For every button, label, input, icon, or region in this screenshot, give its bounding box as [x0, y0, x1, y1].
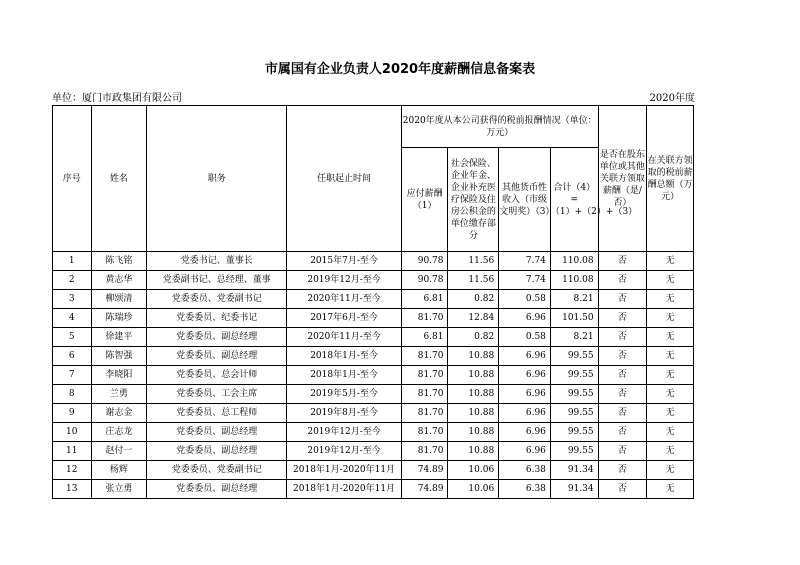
cell-insurance: 10.88 — [448, 442, 499, 461]
cell-seq: 10 — [53, 423, 92, 442]
cell-total: 110.08 — [550, 271, 598, 290]
table-row — [53, 309, 694, 328]
cell-insurance: 10.88 — [448, 404, 499, 423]
cell-total: 99.55 — [550, 423, 598, 442]
header-shareholder-pay: 是否在股东单位或其他关联方领取薪酬（是/否） — [598, 106, 647, 252]
cell-related-pay: 无 — [647, 442, 694, 461]
cell-name: 李晓阳 — [91, 366, 147, 385]
cell-total: 110.08 — [550, 252, 598, 271]
cell-tenure: 2019年12月-至今 — [287, 271, 402, 290]
cell-position: 党委委员、副总经理 — [147, 480, 287, 499]
table-row — [53, 328, 694, 347]
cell-name: 黄志华 — [91, 271, 147, 290]
cell-salary: 74.89 — [401, 461, 448, 480]
cell-salary: 81.70 — [401, 442, 448, 461]
table-row — [53, 290, 694, 309]
cell-insurance: 0.82 — [448, 290, 499, 309]
cell-total: 8.21 — [550, 328, 598, 347]
cell-related-pay: 无 — [647, 461, 694, 480]
cell-name: 柳颂清 — [91, 290, 147, 309]
cell-other-income: 0.58 — [499, 328, 551, 347]
cell-related-pay: 无 — [647, 271, 694, 290]
cell-salary: 81.70 — [401, 366, 448, 385]
cell-shareholder-pay: 否 — [598, 442, 647, 461]
table-row — [53, 366, 694, 385]
cell-related-pay: 无 — [647, 404, 694, 423]
cell-salary: 81.70 — [401, 423, 448, 442]
cell-seq: 11 — [53, 442, 92, 461]
cell-other-income: 6.96 — [499, 347, 551, 366]
cell-related-pay: 无 — [647, 252, 694, 271]
header-pay-group: 2020年度从本公司获得的税前报酬情况（单位：万元） — [401, 106, 598, 148]
cell-seq: 12 — [53, 461, 92, 480]
cell-position: 党委委员、党委副书记 — [147, 461, 287, 480]
cell-tenure: 2015年7月-至今 — [287, 252, 402, 271]
cell-insurance: 10.06 — [448, 480, 499, 499]
cell-other-income: 7.74 — [499, 252, 551, 271]
cell-shareholder-pay: 否 — [598, 309, 647, 328]
cell-position: 党委委员、总工程师 — [147, 404, 287, 423]
header-tenure: 任职起止时间 — [287, 106, 402, 252]
unit-label: 单位：厦门市政集团有限公司 — [52, 93, 182, 104]
cell-tenure: 2017年6月-至今 — [287, 309, 402, 328]
cell-shareholder-pay: 否 — [598, 404, 647, 423]
cell-related-pay: 无 — [647, 366, 694, 385]
cell-position: 党委书记、董事长 — [147, 252, 287, 271]
cell-salary: 74.89 — [401, 480, 448, 499]
cell-insurance: 10.88 — [448, 366, 499, 385]
cell-insurance: 10.88 — [448, 423, 499, 442]
cell-insurance: 12.84 — [448, 309, 499, 328]
cell-position: 党委委员、工会主席 — [147, 385, 287, 404]
cell-seq: 7 — [53, 366, 92, 385]
cell-related-pay: 无 — [647, 385, 694, 404]
header-other-income: 其他货币性收入（市级文明奖）（3） — [499, 148, 551, 252]
header-salary: 应付薪酬（1） — [401, 148, 448, 252]
cell-related-pay: 无 — [647, 347, 694, 366]
cell-tenure: 2020年11月-至今 — [287, 290, 402, 309]
table-row — [53, 385, 694, 404]
cell-salary: 90.78 — [401, 252, 448, 271]
cell-salary: 90.78 — [401, 271, 448, 290]
cell-shareholder-pay: 否 — [598, 252, 647, 271]
cell-other-income: 6.38 — [499, 461, 551, 480]
header-related-pay: 在关联方领取的税前薪酬总额（万元） — [647, 106, 694, 252]
cell-seq: 2 — [53, 271, 92, 290]
cell-position: 党委委员、纪委书记 — [147, 309, 287, 328]
cell-position: 党委副书记、总经理、董事 — [147, 271, 287, 290]
cell-seq: 1 — [53, 252, 92, 271]
cell-name: 陈智强 — [91, 347, 147, 366]
cell-name: 兰勇 — [91, 385, 147, 404]
cell-total: 99.55 — [550, 404, 598, 423]
cell-tenure: 2018年1月-至今 — [287, 347, 402, 366]
cell-shareholder-pay: 否 — [598, 328, 647, 347]
header-insurance: 社会保险、企业年金、企业补充医疗保险及住房公积金的单位缴存部分 — [448, 148, 499, 252]
year-label: 2020年度 — [649, 93, 695, 104]
cell-total: 99.55 — [550, 385, 598, 404]
cell-total: 99.55 — [550, 442, 598, 461]
cell-shareholder-pay: 否 — [598, 385, 647, 404]
cell-shareholder-pay: 否 — [598, 271, 647, 290]
cell-total: 91.34 — [550, 480, 598, 499]
cell-other-income: 6.96 — [499, 309, 551, 328]
cell-tenure: 2019年12月-至今 — [287, 442, 402, 461]
cell-insurance: 10.06 — [448, 461, 499, 480]
cell-other-income: 6.96 — [499, 366, 551, 385]
cell-salary: 81.70 — [401, 385, 448, 404]
cell-related-pay: 无 — [647, 309, 694, 328]
cell-insurance: 10.88 — [448, 385, 499, 404]
cell-insurance: 11.56 — [448, 252, 499, 271]
cell-seq: 3 — [53, 290, 92, 309]
cell-related-pay: 无 — [647, 423, 694, 442]
table-row — [53, 461, 694, 480]
cell-tenure: 2019年8月-至今 — [287, 404, 402, 423]
table-row — [53, 480, 694, 499]
cell-position: 党委委员、副总经理 — [147, 423, 287, 442]
cell-name: 陈飞铭 — [91, 252, 147, 271]
cell-total: 99.55 — [550, 347, 598, 366]
cell-tenure: 2018年1月-2020年11月 — [287, 461, 402, 480]
cell-shareholder-pay: 否 — [598, 461, 647, 480]
cell-shareholder-pay: 否 — [598, 290, 647, 309]
cell-total: 8.21 — [550, 290, 598, 309]
page-title: 市属国有企业负责人2020年度薪酬信息备案表 — [264, 62, 536, 77]
cell-shareholder-pay: 否 — [598, 366, 647, 385]
cell-other-income: 6.38 — [499, 480, 551, 499]
cell-related-pay: 无 — [647, 328, 694, 347]
cell-name: 徐建平 — [91, 328, 147, 347]
cell-other-income: 7.74 — [499, 271, 551, 290]
cell-name: 谢志金 — [91, 404, 147, 423]
cell-other-income: 6.96 — [499, 442, 551, 461]
cell-position: 党委委员、副总经理 — [147, 347, 287, 366]
cell-tenure: 2018年1月-至今 — [287, 366, 402, 385]
cell-tenure: 2018年1月-2020年11月 — [287, 480, 402, 499]
cell-total: 91.34 — [550, 461, 598, 480]
cell-insurance: 0.82 — [448, 328, 499, 347]
cell-position: 党委委员、副总经理 — [147, 328, 287, 347]
cell-seq: 5 — [53, 328, 92, 347]
cell-seq: 13 — [53, 480, 92, 499]
cell-seq: 8 — [53, 385, 92, 404]
header-total: 合计（4）=（1）+（2）+（3） — [550, 148, 598, 252]
cell-position: 党委委员、总会计师 — [147, 366, 287, 385]
cell-shareholder-pay: 否 — [598, 423, 647, 442]
salary-table — [52, 105, 694, 499]
table-row — [53, 442, 694, 461]
cell-related-pay: 无 — [647, 480, 694, 499]
cell-seq: 6 — [53, 347, 92, 366]
cell-name: 陈瑞珍 — [91, 309, 147, 328]
cell-tenure: 2019年12月-至今 — [287, 423, 402, 442]
cell-shareholder-pay: 否 — [598, 347, 647, 366]
cell-insurance: 10.88 — [448, 347, 499, 366]
cell-position: 党委委员、党委副书记 — [147, 290, 287, 309]
table-row — [53, 271, 694, 290]
cell-name: 杨辉 — [91, 461, 147, 480]
cell-salary: 81.70 — [401, 309, 448, 328]
cell-salary: 6.81 — [401, 290, 448, 309]
cell-other-income: 0.58 — [499, 290, 551, 309]
table-row — [53, 347, 694, 366]
cell-shareholder-pay: 否 — [598, 480, 647, 499]
cell-seq: 4 — [53, 309, 92, 328]
table-row — [53, 423, 694, 442]
cell-position: 党委委员、副总经理 — [147, 442, 287, 461]
cell-other-income: 6.96 — [499, 423, 551, 442]
cell-name: 庄志龙 — [91, 423, 147, 442]
header-name: 姓名 — [91, 106, 147, 252]
cell-salary: 6.81 — [401, 328, 448, 347]
cell-name: 张立勇 — [91, 480, 147, 499]
cell-name: 赵付一 — [91, 442, 147, 461]
table-row — [53, 252, 694, 271]
cell-tenure: 2019年5月-至今 — [287, 385, 402, 404]
cell-salary: 81.70 — [401, 404, 448, 423]
table-row — [53, 404, 694, 423]
cell-total: 99.55 — [550, 366, 598, 385]
header-seq: 序号 — [53, 106, 92, 252]
cell-other-income: 6.96 — [499, 385, 551, 404]
cell-other-income: 6.96 — [499, 404, 551, 423]
cell-insurance: 11.56 — [448, 271, 499, 290]
cell-seq: 9 — [53, 404, 92, 423]
cell-related-pay: 无 — [647, 290, 694, 309]
cell-total: 101.50 — [550, 309, 598, 328]
cell-salary: 81.70 — [401, 347, 448, 366]
cell-tenure: 2020年11月-至今 — [287, 328, 402, 347]
header-position: 职务 — [147, 106, 287, 252]
